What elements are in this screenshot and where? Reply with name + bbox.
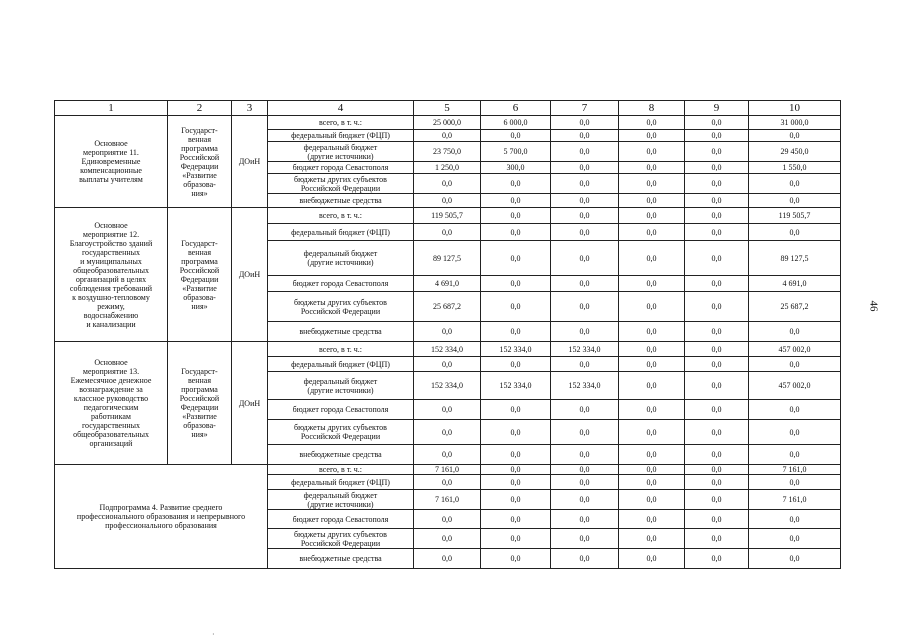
amount-cell: 0,0 (414, 174, 481, 194)
subprogram-title: Подпрограмма 4. Развитие среднего профессионального образования и непрерывного профессионального образования (55, 465, 268, 569)
funding-source: федеральный бюджет (ФЦП) (268, 130, 414, 142)
amount-cell: 0,0 (551, 276, 619, 292)
amount-cell: 0,0 (619, 322, 685, 342)
amount-cell: 0,0 (619, 130, 685, 142)
amount-cell: 0,0 (481, 400, 551, 420)
amount-cell: 0,0 (414, 400, 481, 420)
funding-source: внебюджетные средства (268, 194, 414, 208)
amount-cell: 0,0 (551, 130, 619, 142)
funding-source: федеральный бюджет (другие источники) (268, 372, 414, 400)
amount-cell: 0,0 (685, 372, 749, 400)
amount-cell: 7 161,0 (749, 490, 841, 510)
amount-cell: 0,0 (481, 224, 551, 241)
program-name: Государст- венная программа Российской Федерации «Развитие образова- ния» (168, 208, 232, 342)
amount-cell: 89 127,5 (414, 241, 481, 276)
amount-cell: 0,0 (619, 174, 685, 194)
funding-source: бюджеты других субъектов Российской Федерации (268, 420, 414, 445)
amount-cell: 0,0 (749, 475, 841, 490)
amount-cell: 119 505,7 (414, 208, 481, 224)
budget-table (54, 100, 841, 569)
amount-cell: 0,0 (551, 549, 619, 569)
amount-cell: 0,0 (685, 276, 749, 292)
amount-cell: 0,0 (619, 142, 685, 162)
funding-source: бюджеты других субъектов Российской Федерации (268, 174, 414, 194)
amount-cell: 0,0 (414, 510, 481, 529)
amount-cell: 0,0 (481, 490, 551, 510)
amount-cell: 0,0 (481, 475, 551, 490)
amount-cell: 1 250,0 (414, 162, 481, 174)
amount-cell: 0,0 (551, 510, 619, 529)
amount-cell: 1 550,0 (749, 162, 841, 174)
amount-cell: 0,0 (619, 342, 685, 357)
amount-cell: 6 000,0 (481, 116, 551, 130)
amount-cell: 4 691,0 (414, 276, 481, 292)
amount-cell: 0,0 (619, 475, 685, 490)
funding-source: бюджет города Севастополя (268, 276, 414, 292)
amount-cell: 0,0 (749, 357, 841, 372)
amount-cell: 0,0 (749, 549, 841, 569)
amount-cell: 23 750,0 (414, 142, 481, 162)
amount-cell: 457 002,0 (749, 342, 841, 357)
amount-cell: 0,0 (749, 224, 841, 241)
amount-cell: 0,0 (414, 549, 481, 569)
funding-source: внебюджетные средства (268, 322, 414, 342)
amount-cell: 0,0 (551, 292, 619, 322)
measure-description: Основное мероприятие 13. Ежемесячное денежное вознаграждение за классное руководство педагогическим работникам государственных общеобразовательных организаций (55, 342, 168, 465)
amount-cell: 0,0 (685, 475, 749, 490)
funding-source: бюджеты других субъектов Российской Федерации (268, 529, 414, 549)
executor: ДОиН (232, 116, 268, 208)
funding-source: бюджет города Севастополя (268, 510, 414, 529)
scan-mark: · (212, 630, 215, 639)
funding-source: бюджеты других субъектов Российской Федерации (268, 292, 414, 322)
amount-cell: 0,0 (685, 465, 749, 475)
amount-cell: 0,0 (551, 465, 619, 475)
amount-cell: 0,0 (551, 208, 619, 224)
amount-cell: 152 334,0 (414, 372, 481, 400)
amount-cell: 0,0 (481, 194, 551, 208)
amount-cell: 0,0 (685, 420, 749, 445)
amount-cell: 0,0 (685, 549, 749, 569)
table-row (55, 342, 841, 357)
header-cell: 3 (232, 101, 268, 116)
amount-cell: 25 000,0 (414, 116, 481, 130)
amount-cell: 0,0 (414, 322, 481, 342)
amount-cell: 0,0 (619, 116, 685, 130)
amount-cell: 152 334,0 (481, 342, 551, 357)
amount-cell: 89 127,5 (749, 241, 841, 276)
amount-cell: 0,0 (414, 357, 481, 372)
funding-source: федеральный бюджет (ФЦП) (268, 357, 414, 372)
amount-cell: 0,0 (619, 490, 685, 510)
table-body (55, 101, 841, 569)
amount-cell: 0,0 (481, 420, 551, 445)
amount-cell: 31 000,0 (749, 116, 841, 130)
amount-cell: 0,0 (685, 241, 749, 276)
header-row (55, 101, 841, 116)
amount-cell: 0,0 (481, 322, 551, 342)
amount-cell: 0,0 (749, 130, 841, 142)
amount-cell: 0,0 (619, 372, 685, 400)
amount-cell: 0,0 (685, 357, 749, 372)
amount-cell: 119 505,7 (749, 208, 841, 224)
amount-cell: 0,0 (481, 529, 551, 549)
amount-cell: 0,0 (551, 142, 619, 162)
funding-source: федеральный бюджет (ФЦП) (268, 475, 414, 490)
amount-cell: 0,0 (619, 357, 685, 372)
amount-cell: 0,0 (619, 420, 685, 445)
amount-cell: 0,0 (481, 445, 551, 465)
amount-cell: 0,0 (749, 400, 841, 420)
program-name: Государст- венная программа Российской Федерации «Развитие образова- ния» (168, 116, 232, 208)
amount-cell: 29 450,0 (749, 142, 841, 162)
funding-source: федеральный бюджет (другие источники) (268, 241, 414, 276)
funding-source: всего, в т. ч.: (268, 208, 414, 224)
amount-cell: 0,0 (685, 342, 749, 357)
amount-cell: 0,0 (551, 194, 619, 208)
amount-cell: 152 334,0 (414, 342, 481, 357)
header-cell: 7 (551, 101, 619, 116)
funding-source: бюджет города Севастополя (268, 162, 414, 174)
header-cell: 6 (481, 101, 551, 116)
amount-cell: 0,0 (551, 445, 619, 465)
amount-cell: 0,0 (551, 224, 619, 241)
amount-cell: 0,0 (685, 292, 749, 322)
funding-source: внебюджетные средства (268, 445, 414, 465)
amount-cell: 0,0 (619, 529, 685, 549)
amount-cell: 457 002,0 (749, 372, 841, 400)
amount-cell: 0,0 (551, 400, 619, 420)
amount-cell: 0,0 (481, 549, 551, 569)
amount-cell: 0,0 (619, 208, 685, 224)
amount-cell: 0,0 (685, 194, 749, 208)
amount-cell: 0,0 (749, 445, 841, 465)
amount-cell: 25 687,2 (414, 292, 481, 322)
funding-source: федеральный бюджет (другие источники) (268, 490, 414, 510)
amount-cell: 0,0 (481, 130, 551, 142)
amount-cell: 0,0 (414, 529, 481, 549)
amount-cell: 0,0 (749, 322, 841, 342)
amount-cell: 7 161,0 (414, 490, 481, 510)
amount-cell: 0,0 (481, 510, 551, 529)
amount-cell: 0,0 (551, 475, 619, 490)
page-number: 46 (867, 300, 880, 312)
amount-cell: 0,0 (551, 490, 619, 510)
executor: ДОиН (232, 208, 268, 342)
amount-cell: 7 161,0 (414, 465, 481, 475)
amount-cell: 0,0 (619, 292, 685, 322)
table-row (55, 208, 841, 224)
amount-cell: 0,0 (685, 162, 749, 174)
amount-cell: 152 334,0 (551, 342, 619, 357)
amount-cell: 0,0 (749, 174, 841, 194)
amount-cell: 0,0 (685, 130, 749, 142)
amount-cell: 0,0 (685, 208, 749, 224)
header-cell: 9 (685, 101, 749, 116)
amount-cell: 0,0 (619, 445, 685, 465)
amount-cell: 0,0 (685, 322, 749, 342)
amount-cell: 0,0 (414, 445, 481, 465)
amount-cell: 0,0 (481, 241, 551, 276)
amount-cell: 0,0 (414, 224, 481, 241)
header-cell: 4 (268, 101, 414, 116)
amount-cell: 0,0 (481, 208, 551, 224)
amount-cell: 0,0 (619, 549, 685, 569)
amount-cell: 0,0 (685, 224, 749, 241)
header-cell: 10 (749, 101, 841, 116)
amount-cell: 0,0 (551, 241, 619, 276)
amount-cell: 7 161,0 (749, 465, 841, 475)
header-cell: 8 (619, 101, 685, 116)
amount-cell: 0,0 (685, 174, 749, 194)
amount-cell: 0,0 (481, 174, 551, 194)
measure-description: Основное мероприятие 11. Единовременные компенсационные выплаты учителям (55, 116, 168, 208)
amount-cell: 0,0 (685, 142, 749, 162)
measure-description: Основное мероприятие 12. Благоустройство зданий государственных и муниципальных общеобразовательных организаций в целях соблюдения требований к воздушно-тепловому режиму, водоснабжению и канализации (55, 208, 168, 342)
funding-source: внебюджетные средства (268, 549, 414, 569)
funding-source: федеральный бюджет (ФЦП) (268, 224, 414, 241)
amount-cell: 0,0 (481, 465, 551, 475)
amount-cell: 0,0 (749, 194, 841, 208)
amount-cell: 0,0 (481, 357, 551, 372)
table-row (55, 465, 841, 475)
amount-cell: 0,0 (551, 529, 619, 549)
amount-cell: 0,0 (749, 510, 841, 529)
amount-cell: 0,0 (551, 322, 619, 342)
amount-cell: 0,0 (749, 420, 841, 445)
amount-cell: 0,0 (619, 276, 685, 292)
amount-cell: 0,0 (619, 400, 685, 420)
amount-cell: 0,0 (414, 194, 481, 208)
funding-source: всего, в т. ч.: (268, 342, 414, 357)
amount-cell: 0,0 (551, 116, 619, 130)
amount-cell: 0,0 (414, 420, 481, 445)
amount-cell: 0,0 (685, 490, 749, 510)
program-name: Государст- венная программа Российской Федерации «Развитие образова- ния» (168, 342, 232, 465)
amount-cell: 152 334,0 (551, 372, 619, 400)
amount-cell: 0,0 (551, 162, 619, 174)
amount-cell: 0,0 (685, 445, 749, 465)
amount-cell: 0,0 (619, 194, 685, 208)
amount-cell: 0,0 (481, 292, 551, 322)
amount-cell: 0,0 (619, 465, 685, 475)
amount-cell: 0,0 (551, 357, 619, 372)
header-cell: 2 (168, 101, 232, 116)
amount-cell: 0,0 (749, 529, 841, 549)
amount-cell: 0,0 (414, 475, 481, 490)
funding-source: бюджет города Севастополя (268, 400, 414, 420)
amount-cell: 0,0 (685, 510, 749, 529)
amount-cell: 0,0 (685, 400, 749, 420)
funding-source: всего, в т. ч.: (268, 116, 414, 130)
amount-cell: 0,0 (619, 241, 685, 276)
amount-cell: 0,0 (414, 130, 481, 142)
header-cell: 1 (55, 101, 168, 116)
executor: ДОиН (232, 342, 268, 465)
amount-cell: 0,0 (685, 529, 749, 549)
funding-source: всего, в т. ч.: (268, 465, 414, 475)
amount-cell: 300,0 (481, 162, 551, 174)
amount-cell: 4 691,0 (749, 276, 841, 292)
amount-cell: 0,0 (551, 420, 619, 445)
amount-cell: 152 334,0 (481, 372, 551, 400)
header-cell: 5 (414, 101, 481, 116)
amount-cell: 5 700,0 (481, 142, 551, 162)
funding-source: федеральный бюджет (другие источники) (268, 142, 414, 162)
amount-cell: 25 687,2 (749, 292, 841, 322)
amount-cell: 0,0 (619, 224, 685, 241)
amount-cell: 0,0 (481, 276, 551, 292)
amount-cell: 0,0 (619, 510, 685, 529)
table-row (55, 116, 841, 130)
amount-cell: 0,0 (685, 116, 749, 130)
amount-cell: 0,0 (551, 174, 619, 194)
amount-cell: 0,0 (619, 162, 685, 174)
